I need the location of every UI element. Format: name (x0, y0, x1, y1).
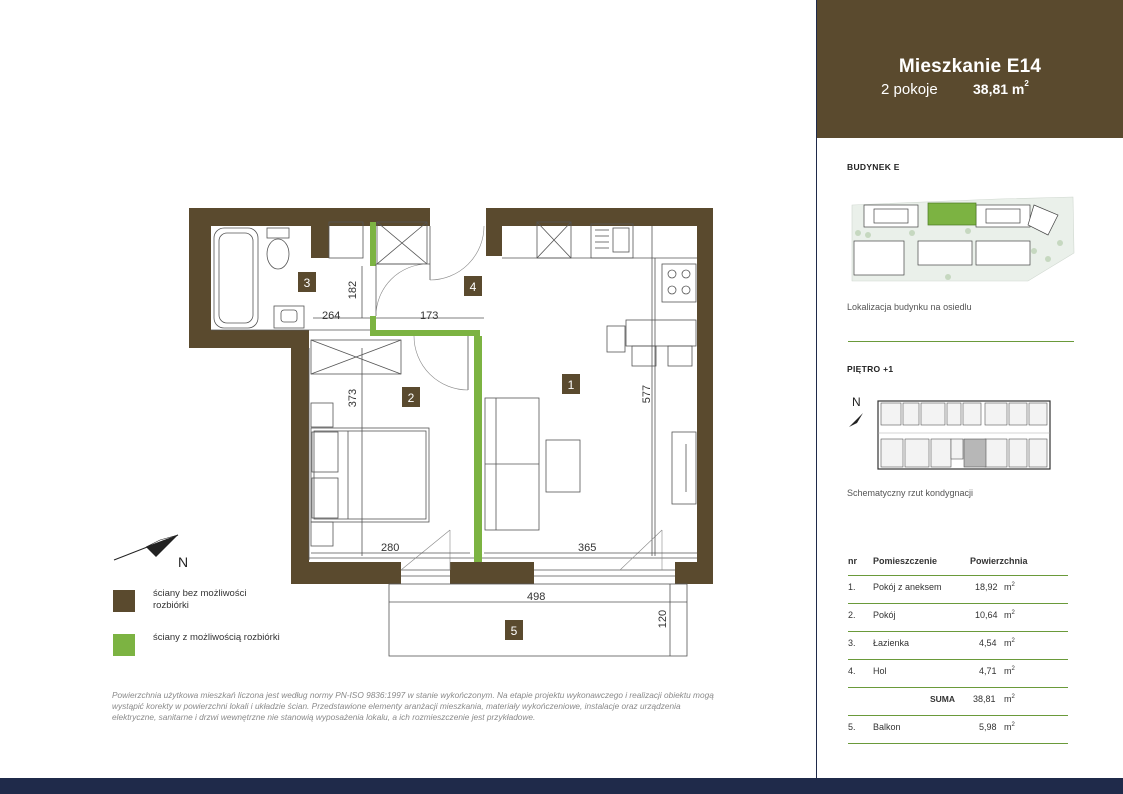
disclaimer-text: Powierzchnia użytkowa mieszkań liczona jest według normy PN-ISO 9836:1997 w stanie wykończonym. Na etapie projektu wykonawczego i realizacji obiektu mogą wystąpić korekty w powierzchni lokali i układzie ścian. Przedstawione elementy aranżacji mieszkania, materiały wykończeniowe, instalacje oraz urządzenia elektryczne, sanitarne i drzwi wewnętrzne nie stanowią wyposażenia lokalu, a ich rozmieszczenie jest przykładowe. (112, 690, 714, 722)
north-label: N (178, 554, 189, 570)
table-row: 5. Balkon 5,98 $m^2$ (848, 716, 1068, 744)
table-header-nr: nr (848, 556, 857, 566)
dim-577: 577 (641, 384, 653, 404)
dim-373: 373 (347, 388, 359, 408)
section-rule-1 (848, 341, 1074, 342)
legend-text-removable: ściany z możliwością rozbiórki (153, 632, 280, 643)
table-row: 2. Pokój 10,64 $m^2$ (848, 604, 1068, 632)
footer-bar (0, 778, 1123, 794)
room-number-5: 5 (510, 624, 518, 638)
room-number-3: 3 (303, 276, 311, 290)
dim-264: 264 (322, 310, 341, 322)
dim-365: 365 (578, 542, 597, 554)
floor-north-label: N (852, 395, 861, 409)
dim-498: 498 (527, 591, 546, 603)
apartment-header (817, 0, 1123, 138)
room-number-4: 4 (469, 280, 477, 294)
apartment-rooms: 2 pokoje (881, 81, 938, 98)
floor-label: PIĘTRO +1 (847, 364, 894, 374)
dim-120: 120 (657, 609, 669, 629)
table-header-area: Powierzchnia (970, 556, 1028, 566)
room-number-2: 2 (407, 391, 415, 405)
floor-caption: Schematyczny rzut kondygnacji (847, 488, 974, 498)
north-arrow-icon (114, 535, 178, 560)
table-row: 1. Pokój z aneksem 18,92 $m^2$ (848, 576, 1068, 604)
apartment-area: 38,81 $m^2$ (973, 79, 1029, 97)
dim-280: 280 (381, 542, 400, 554)
inner-lines (211, 222, 697, 656)
fixed-walls (189, 208, 713, 584)
floor-north-arrow-icon (849, 413, 863, 427)
building-label: BUDYNEK E (847, 162, 900, 172)
dim-173: 173 (420, 310, 439, 322)
legend-text-fixed: ściany bez możliwości rozbiórki (153, 588, 247, 611)
table-row: 4. Hol 4,71 $m^2$ (848, 660, 1068, 688)
table-row: 3. Łazienka 4,54 $m^2$ (848, 632, 1068, 660)
floor-highlight (964, 439, 986, 467)
legend-swatch-removable (113, 634, 135, 656)
building-caption: Lokalizacja budynku na osiedlu (847, 302, 972, 312)
table-row-total: SUMA 38,81 $m^2$ (848, 688, 1068, 716)
site-plan-highlight (928, 203, 976, 225)
legend-swatch-fixed (113, 590, 135, 612)
table-header-room: Pomieszczenie (873, 556, 938, 566)
site-plan-map (848, 193, 1076, 285)
floor-schematic (845, 393, 1055, 473)
table-header-rule (848, 548, 1068, 576)
room-tags (298, 272, 580, 640)
room-number-1: 1 (567, 378, 575, 392)
apartment-title: Mieszkanie E14 (898, 56, 1042, 77)
dim-182: 182 (347, 280, 359, 300)
